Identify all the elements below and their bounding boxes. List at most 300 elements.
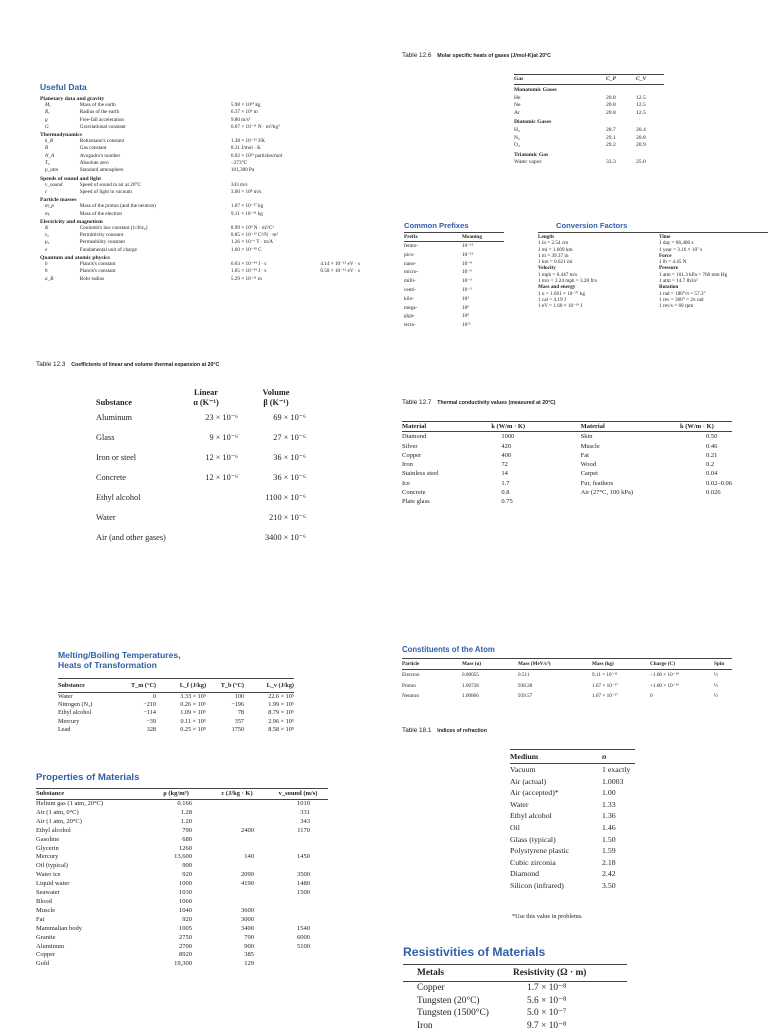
table-12-7-material-2: Skin	[580, 433, 593, 441]
table-12-7-k-2: 0.02–0.06	[705, 479, 732, 487]
table-18-1-number: Table 18.1	[402, 727, 432, 734]
properties-cell: 3000	[241, 915, 254, 923]
table-18-1-row	[510, 764, 635, 776]
melting-cell: 2.96 × 10⁵	[268, 717, 294, 725]
constituents-cell: Electron	[402, 672, 420, 678]
useful-data-val2	[320, 225, 380, 232]
useful-data-desc: Permittivity constant	[79, 232, 124, 239]
table-18-1-row	[510, 880, 635, 892]
table-12-6-gas: He	[514, 94, 521, 101]
table-12-3-number: Table 12.3	[36, 361, 66, 368]
table-12-7-row	[402, 442, 732, 451]
properties-cell	[206, 862, 268, 871]
properties-cell: 2090	[241, 871, 254, 879]
conversion-line: 1 mi = 1.609 km	[538, 246, 573, 253]
table-12-7-k-2	[680, 497, 732, 506]
properties-cell	[206, 836, 268, 845]
useful-data-row	[40, 247, 380, 254]
melting-cell: 22.6 × 10⁵	[268, 693, 294, 700]
table-12-3	[96, 382, 306, 548]
melting-header: T_m (°C)	[118, 679, 156, 693]
properties-cell: 1040	[179, 906, 192, 914]
common-prefixes-title: Common Prefixes	[404, 221, 469, 230]
conversion-line: 1 atm = 101.3 kPa = 760 mm Hg	[658, 271, 728, 278]
table-12-7-material-2	[581, 497, 680, 506]
constituents-cell: Proton	[402, 682, 416, 689]
resistivities-header-metals: Metals	[403, 965, 513, 982]
table-18-1-medium: Vacuum	[510, 765, 536, 774]
table-18-1-n: 2.18	[602, 857, 616, 867]
table-18-1-row	[510, 810, 635, 822]
useful-data-desc: Coulomb's law constant (1/4πε₀)	[79, 224, 148, 231]
table-12-6-gas: O₂	[514, 142, 520, 149]
constituents-row	[402, 681, 732, 692]
table-12-3-row	[96, 408, 306, 428]
properties-cell: 129	[244, 960, 254, 968]
useful-data-val2	[320, 109, 380, 116]
table-12-7-material-2: Fur, feathers	[580, 479, 614, 487]
properties-row	[36, 916, 328, 925]
table-12-3-linear: 23 × 10⁻⁶	[205, 413, 238, 422]
properties-cell: 331	[300, 808, 310, 816]
useful-section-heading: Particle masses	[40, 197, 77, 204]
table-12-3-linear: 9 × 10⁻⁶	[209, 433, 238, 442]
constituents-cell: 938.28	[518, 682, 533, 689]
properties-cell	[206, 845, 268, 854]
melting-cell: 1.99 × 10⁵	[268, 701, 294, 709]
properties-header: ρ (kg/m³)	[146, 789, 206, 800]
table-12-6-cv: 20.9	[636, 142, 646, 149]
useful-data-desc: Bohr radius	[79, 275, 105, 282]
resistivities-row	[403, 1020, 627, 1032]
properties-cell: 1.28	[180, 808, 192, 816]
useful-data-desc: Permeability constant	[79, 239, 125, 246]
properties-cell	[206, 800, 268, 809]
properties-cell: Seawater	[36, 889, 60, 897]
properties-cell: 6000	[297, 933, 310, 941]
useful-data-desc: Planck's constant	[79, 261, 116, 268]
properties-cell: 790	[182, 826, 192, 834]
table-12-6-cv: 12.5	[636, 94, 646, 101]
table-12-6-header-cp: C_P	[606, 75, 636, 85]
useful-data-val: 343 m/s	[230, 181, 248, 188]
table-12-6-gas: Water vapor	[514, 159, 542, 166]
constituents-cell: 0.00055	[462, 672, 479, 678]
properties-cell: 1.20	[180, 817, 192, 825]
prefix-meaning: 10⁻¹⁵	[462, 243, 474, 249]
table-12-6	[514, 74, 664, 167]
properties-cell: Copper	[36, 951, 56, 959]
prefix-name: micro-	[404, 269, 419, 276]
prefix-row	[404, 242, 504, 251]
table-12-6-row	[514, 110, 664, 118]
conversion-line: 1 day = 86,400 s	[658, 240, 694, 247]
prefix-name: kilo-	[404, 295, 415, 302]
table-18-1-medium: Cubic zirconia	[510, 857, 556, 867]
resistivities-table	[403, 964, 627, 1032]
prefix-meaning: 10³	[462, 295, 469, 302]
conversion-line: 1 atm = 14.7 lb/in²	[658, 278, 698, 285]
table-18-1-medium: Water	[510, 799, 529, 809]
constituents-cell: 0.511	[518, 672, 530, 678]
useful-data-val: 3.00 × 10⁸ m/s	[230, 188, 262, 195]
table-12-7-k-1: 400	[501, 451, 512, 459]
resistivities-value: 1.7 × 10⁻⁸	[527, 983, 567, 993]
useful-section-heading: Speeds of sound and light	[40, 175, 101, 182]
useful-data-sym: K	[45, 224, 49, 231]
table-12-6-row	[514, 102, 664, 110]
properties-cell: Gasoline	[36, 835, 60, 843]
useful-data-title: Useful Data	[40, 82, 87, 92]
melting-row	[58, 693, 294, 702]
conversion-group-heading: Mass and energy	[538, 284, 576, 291]
table-12-6-group-label: Monatomic Gases	[514, 87, 557, 93]
table-12-6-gas: N₂	[514, 134, 520, 141]
useful-data-val: 1.67 × 10⁻²⁷ kg	[230, 203, 264, 210]
conversion-group-heading: Rotation	[658, 284, 679, 291]
useful-data-val2	[320, 247, 380, 254]
table-12-6-cv: 12.5	[636, 109, 646, 116]
properties-row	[36, 960, 328, 969]
table-18-1-caption	[402, 727, 487, 734]
useful-data-row	[40, 138, 380, 145]
properties-cell: 1060	[179, 897, 192, 905]
useful-data-sym: v_sound	[45, 181, 63, 188]
melting-cell: 328	[146, 725, 156, 733]
useful-data-row	[40, 145, 380, 152]
useful-data-desc: Planck's constant	[79, 268, 116, 275]
table-18-1-n: 1.0003	[602, 776, 624, 786]
table-12-3-linear: 12 × 10⁻⁶	[205, 473, 238, 482]
properties-cell: 900	[244, 942, 254, 950]
conversion-line: 1 in = 2.54 cm	[538, 240, 569, 247]
table-12-6-gas: H₂	[514, 126, 520, 133]
table-12-7	[402, 421, 732, 507]
table-12-7-row	[402, 488, 732, 497]
prefix-name: femto-	[404, 243, 419, 249]
properties-cell: 19,300	[174, 960, 192, 968]
useful-data-desc: Speed of light in vacuum	[79, 188, 132, 195]
table-18-1-medium: Oil	[510, 822, 520, 832]
useful-data-desc: Absolute zero	[79, 160, 109, 167]
properties-cell	[268, 862, 328, 871]
table-18-1-row	[510, 868, 635, 880]
useful-data-val: 8.85 × 10⁻¹² C²/N · m²	[230, 232, 278, 239]
melting-cell: 78	[237, 709, 244, 717]
properties-cell: 1450	[297, 853, 310, 861]
table-12-7-k-1: 0.8	[501, 489, 510, 497]
melting-header: T_b (°C)	[206, 679, 244, 693]
prefix-name: milli-	[404, 278, 416, 285]
melting-cell: Mercury	[58, 717, 80, 725]
properties-row	[36, 845, 328, 854]
resistivities-row	[403, 982, 627, 995]
prefix-meaning: 10⁻²	[462, 286, 472, 293]
prefix-row	[404, 286, 504, 295]
table-18-1-n: 1.50	[602, 834, 616, 844]
table-12-6-cv: 12.5	[636, 102, 646, 109]
properties-row	[36, 898, 328, 907]
table-12-6-gas: Ne	[514, 102, 521, 109]
resistivities-row	[403, 1007, 627, 1020]
table-12-3-row	[96, 448, 306, 468]
table-12-7-header-material-2: Material	[581, 422, 680, 432]
properties-cell: 2750	[179, 933, 192, 941]
properties-row	[36, 907, 328, 916]
table-18-1-n: 1.33	[602, 799, 616, 809]
melting-cell: 0	[152, 693, 156, 700]
properties-cell: Aluminum	[36, 942, 65, 950]
properties-row	[36, 853, 328, 862]
useful-data-val2	[320, 211, 380, 218]
table-12-3-caption	[36, 361, 219, 368]
table-12-7-k-1: 420	[501, 442, 512, 450]
prefix-row	[404, 304, 504, 313]
useful-data-row	[40, 225, 380, 232]
useful-data-sym: e	[45, 246, 48, 253]
table-12-7-k-1: 14	[501, 470, 508, 478]
table-18-1-n: 1.46	[602, 822, 616, 832]
table-12-6-cp: 20.8	[606, 102, 616, 109]
table-12-7-header-material-1: Material	[402, 422, 491, 432]
properties-cell	[268, 916, 328, 925]
table-12-7-row	[402, 497, 732, 506]
table-12-6-group-row	[514, 150, 664, 160]
useful-data-sym: ħ	[45, 268, 48, 275]
conversion-line: 1 rev/s = 60 rpm	[658, 303, 694, 310]
useful-data-val2	[320, 153, 380, 160]
table-12-7-k-2: 0.50	[705, 433, 718, 441]
useful-data-val2	[320, 124, 380, 131]
table-12-3-linear	[166, 508, 246, 528]
table-12-7-header-k-1: k (W/m · K)	[491, 422, 580, 432]
constituents-cell: 939.57	[518, 693, 533, 699]
properties-row	[36, 925, 328, 934]
useful-data-row	[40, 160, 380, 167]
properties-cell: 8920	[179, 951, 192, 959]
useful-data-sym: mₑ	[45, 210, 51, 217]
useful-data-desc: Mass of the earth	[79, 102, 116, 108]
table-12-7-k-2: 0.026	[705, 489, 721, 497]
conversion-factors-panel	[538, 221, 768, 310]
table-12-6-cp: 20.8	[606, 94, 616, 101]
properties-cell: 900	[182, 862, 192, 870]
table-12-7-k-2: 0.46	[705, 442, 718, 450]
useful-data-val: 6.02 × 10²³ particles/mol	[230, 152, 283, 159]
properties-cell: 3600	[241, 906, 254, 914]
table-12-6-cp: 28.7	[606, 126, 616, 133]
useful-data-val: 8.31 J/mol · K	[230, 145, 261, 152]
constituents-cell: 1.00728	[462, 682, 479, 689]
useful-data-val: 1.60 × 10⁻¹⁹ C	[230, 246, 262, 253]
table-12-7-material-1: Concrete	[402, 489, 426, 497]
common-prefixes-panel	[404, 221, 506, 330]
constituents-row	[402, 691, 732, 702]
conversion-group-heading: Force	[658, 252, 672, 259]
table-12-3-substance: Concrete	[96, 473, 126, 482]
constituents-panel	[402, 645, 732, 702]
conversion-line: 1 rad = 180°/π = 57.3°	[658, 290, 706, 297]
table-12-7-row	[402, 469, 732, 478]
table-12-3-substance: Aluminum	[96, 413, 132, 422]
table-12-6-row	[514, 135, 664, 143]
prefix-name: giga-	[404, 313, 415, 320]
table-12-6-header-cv: C_V	[636, 75, 664, 85]
table-18-1-header-medium: Medium	[510, 750, 602, 764]
useful-section-heading: Thermodynamics	[40, 132, 82, 139]
resistivities-header-value: Resistivity (Ω · m)	[513, 965, 627, 982]
useful-data-sym: μ₀	[45, 239, 50, 246]
properties-row	[36, 862, 328, 871]
useful-data-row	[40, 117, 380, 124]
resistivities-metal: Iron	[417, 1020, 433, 1031]
table-18-1-n: 3.50	[602, 880, 616, 890]
table-12-3-substance: Iron or steel	[96, 453, 137, 462]
table-18-1-n: 1.59	[602, 846, 616, 856]
properties-header: c (J/kg · K)	[206, 789, 268, 800]
properties-table	[36, 788, 328, 969]
constituents-table	[402, 658, 732, 702]
table-12-7-row	[402, 451, 732, 460]
conversion-group-heading: Time	[658, 234, 671, 240]
properties-row	[36, 809, 328, 818]
table-12-7-k-1: 72	[501, 461, 508, 469]
properties-cell	[206, 818, 268, 827]
properties-cell: Oil (typical)	[36, 862, 68, 870]
useful-data-val: −273°C	[230, 160, 248, 167]
melting-title-line-1: Melting/Boiling Temperatures,	[58, 650, 181, 660]
useful-section-heading: Electricity and magnetism	[40, 218, 103, 225]
melting-cell: −39	[146, 717, 156, 725]
properties-panel	[36, 772, 376, 969]
table-12-7-material-2: Air (27°C, 100 kPa)	[580, 489, 634, 497]
table-12-6-cp: 33.3	[606, 159, 616, 166]
prefix-row	[404, 251, 504, 260]
table-18-1-medium: Ethyl alcohol	[510, 811, 552, 821]
constituents-cell: 1.67 × 10⁻²⁷	[592, 682, 618, 689]
properties-cell: 3400	[241, 924, 254, 932]
properties-cell: 1260	[179, 844, 192, 852]
useful-data-val: 1.05 × 10⁻³⁴ J · s	[230, 268, 267, 275]
properties-row	[36, 934, 328, 943]
useful-data-val: 6.37 × 10⁶ m	[230, 109, 258, 116]
useful-data-sym: T₀	[45, 160, 50, 167]
table-12-6-group-row	[514, 85, 664, 95]
table-12-7-title: Thermal conductivity values (measured at 20°C)	[437, 400, 556, 406]
useful-data-row	[40, 189, 380, 196]
constituents-header: Mass (kg)	[592, 659, 650, 670]
properties-cell: Mammalian body	[36, 924, 83, 932]
properties-cell: Mercury	[36, 853, 59, 861]
table-12-7-material-2: Wood	[580, 461, 596, 469]
properties-row	[36, 951, 328, 960]
table-18-1-row	[510, 787, 635, 799]
conversion-line: 1 km = 0.621 mi	[538, 259, 573, 266]
useful-data-row	[40, 211, 380, 218]
properties-cell	[268, 836, 328, 845]
table-12-6-gas: Ar	[514, 109, 520, 116]
properties-cell: Helium gas (1 atm, 20°C)	[36, 800, 104, 807]
table-18-1-medium: Air (actual)	[510, 776, 547, 786]
useful-data-row	[40, 167, 380, 174]
properties-cell: Muscle	[36, 906, 56, 914]
properties-cell: 1005	[179, 924, 192, 932]
useful-data-row	[40, 182, 380, 189]
constituents-cell: 9.11 × 10⁻³¹	[592, 672, 618, 678]
properties-row	[36, 871, 328, 880]
table-18-1-row	[510, 776, 635, 788]
table-12-3-row	[96, 508, 306, 528]
table-18-1-medium: Polystyrene plastic	[510, 846, 570, 856]
table-12-6-cv: 20.8	[636, 134, 646, 141]
resistivities-value: 5.0 × 10⁻⁷	[527, 1008, 567, 1019]
table-12-7-row	[402, 479, 732, 488]
useful-data-sym: p_atm	[45, 167, 58, 174]
resistivities-metal: Tungsten (20°C)	[417, 995, 480, 1006]
properties-cell: 920	[182, 871, 192, 879]
properties-cell	[268, 898, 328, 907]
properties-cell: 1480	[297, 880, 310, 888]
useful-section-heading: Planetary data and gravity	[40, 96, 105, 102]
constituents-cell: 0	[650, 693, 653, 699]
useful-data-desc: Speed of sound in air at 20°C	[79, 181, 141, 188]
useful-data-val: 1.26 × 10⁻⁶ T · m/A	[230, 239, 274, 246]
prefix-meaning: 10⁶	[462, 304, 470, 311]
conversion-line: 1 cal = 4.19 J	[538, 296, 566, 303]
properties-row	[36, 800, 328, 809]
properties-cell: 680	[182, 835, 192, 843]
melting-title-line-2: Heats of Transformation	[58, 660, 157, 670]
table-12-7-material-1: Stainless steel	[402, 470, 439, 478]
table-12-6-group-label: Diatomic Gases	[514, 119, 552, 126]
useful-data-row	[40, 232, 380, 239]
useful-data-row	[40, 124, 380, 131]
prefix-name: mega-	[404, 304, 418, 311]
conversion-group-heading: Velocity	[538, 265, 556, 272]
properties-cell: 5100	[297, 942, 310, 950]
prefix-header: Prefix	[404, 233, 462, 242]
table-18-1-medium: Air (accepted)*	[510, 788, 559, 798]
table-18-1-medium: Silicon (infrared)	[510, 880, 564, 890]
table-18-1-row	[510, 857, 635, 869]
properties-cell: 13,600	[174, 853, 192, 861]
useful-data-desc: Mass of the electron	[79, 210, 123, 217]
useful-data-row	[40, 203, 380, 210]
table-12-3-row	[96, 468, 306, 488]
useful-data-row	[40, 109, 380, 116]
useful-data-row	[40, 268, 380, 275]
table-12-6-row	[514, 159, 664, 167]
properties-cell	[206, 898, 268, 907]
useful-data-sym: N_A	[45, 152, 55, 159]
table-12-3-volume: 36 × 10⁻⁶	[273, 473, 306, 482]
resistivities-metal: Copper	[417, 983, 445, 993]
table-18-1	[510, 749, 635, 892]
useful-data-sym: Rₑ	[45, 109, 50, 116]
properties-row	[36, 943, 328, 952]
melting-boiling-panel	[58, 650, 368, 734]
melting-row	[58, 718, 294, 726]
table-12-6-title: Molar specific heats of gases (J/mol-K)at 20°C	[437, 53, 551, 59]
constituents-header: Mass (MeV/c²)	[518, 659, 592, 670]
melting-cell: 3.33 × 10⁵	[180, 693, 206, 700]
properties-cell: Ethyl alcohol	[36, 826, 71, 834]
table-12-3-volume: 36 × 10⁻⁶	[273, 453, 306, 462]
useful-data-val2	[320, 276, 380, 283]
table-18-1-row	[510, 845, 635, 857]
melting-cell: 0.25 × 10⁵	[180, 725, 206, 733]
useful-data-val2	[320, 203, 380, 210]
